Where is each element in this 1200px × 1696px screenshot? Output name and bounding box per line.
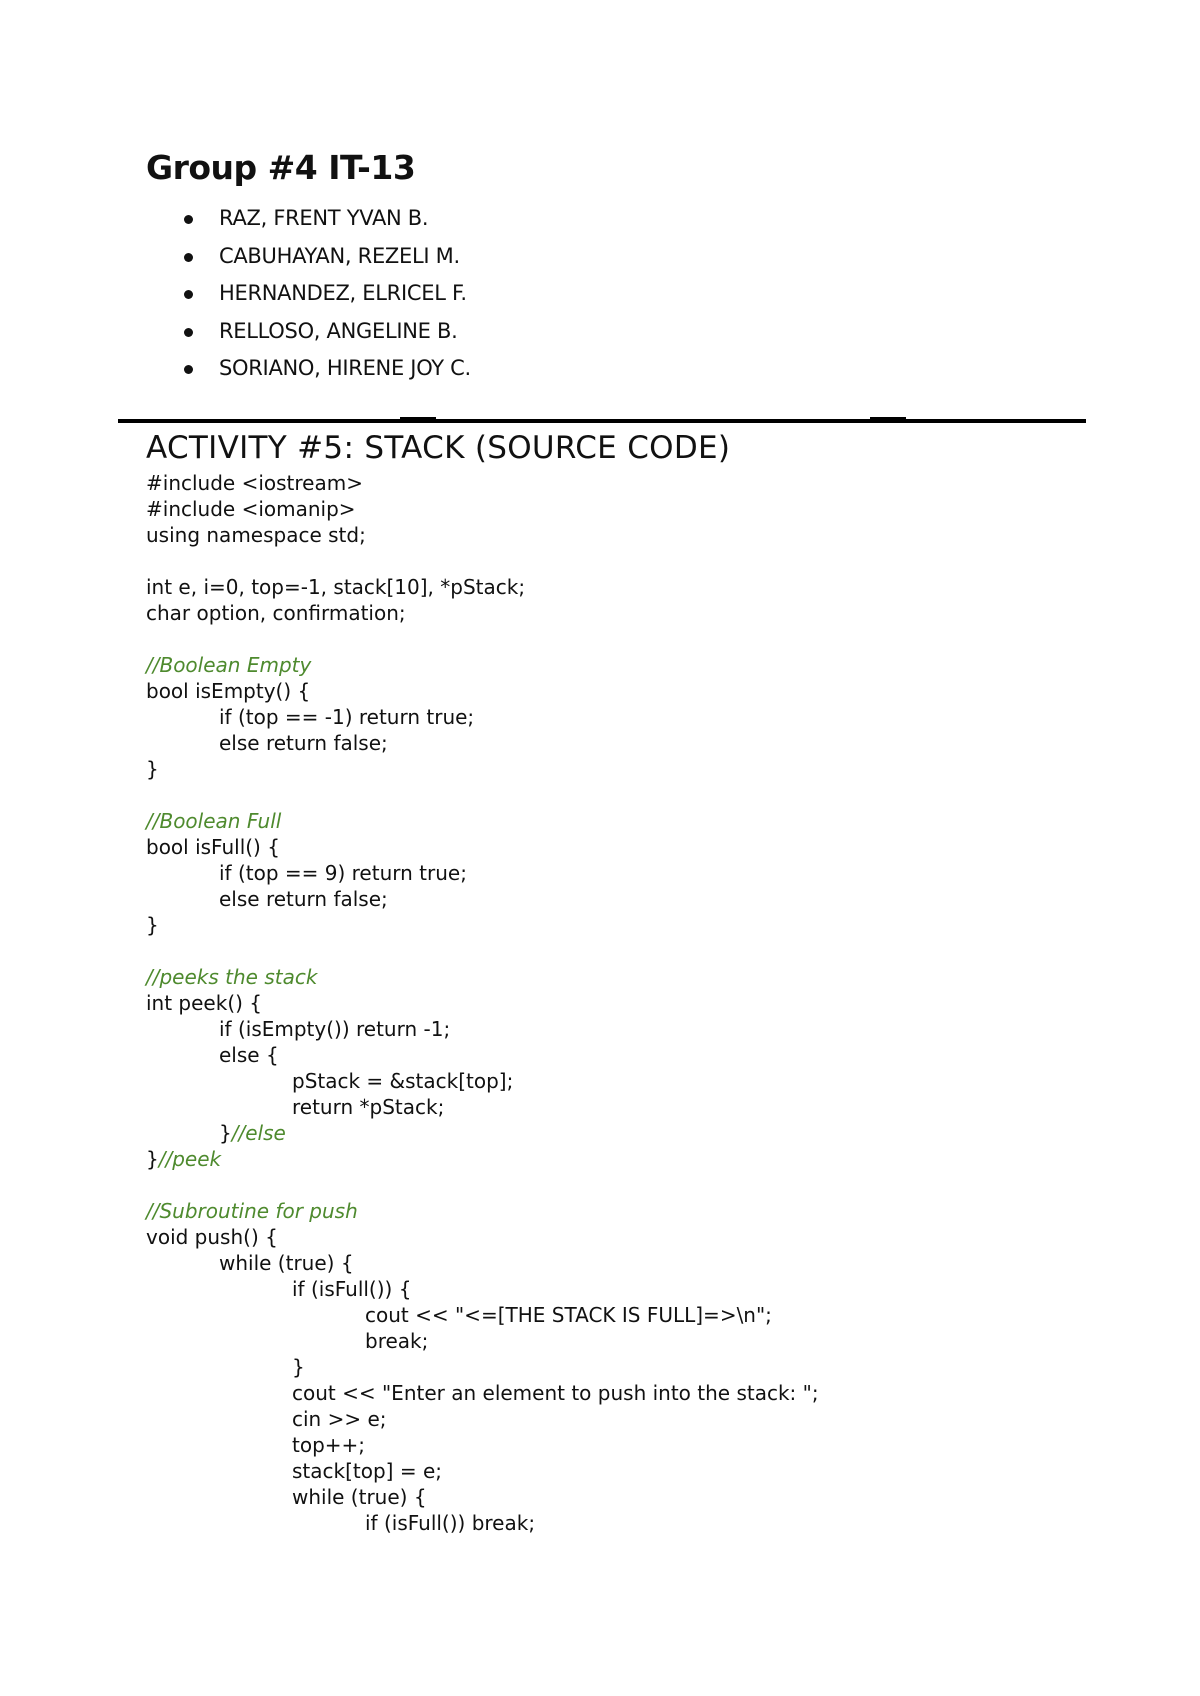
code-comment: //peeks the stack bbox=[146, 965, 318, 989]
code-comment: //Boolean Empty bbox=[146, 653, 312, 677]
list-item bbox=[146, 350, 471, 388]
code-line bbox=[146, 1198, 819, 1224]
bullet-icon bbox=[184, 253, 193, 262]
code-line bbox=[146, 756, 819, 782]
code-text: else return false; bbox=[219, 887, 388, 911]
horizontal-divider bbox=[118, 419, 1086, 423]
divider-mark bbox=[870, 417, 906, 419]
code-line bbox=[146, 1354, 819, 1380]
bullet-icon bbox=[184, 328, 193, 337]
member-name: HERNANDEZ, ELRICEL F. bbox=[219, 281, 467, 305]
code-text: } bbox=[219, 1121, 232, 1145]
code-line bbox=[146, 834, 819, 860]
code-text: if (isEmpty()) return -1; bbox=[219, 1017, 451, 1041]
code-text: int e, i=0, top=-1, stack[10], *pStack; bbox=[146, 575, 526, 599]
code-line bbox=[146, 1146, 819, 1172]
code-line bbox=[146, 548, 819, 574]
code-line bbox=[146, 522, 819, 548]
member-name: RAZ, FRENT YVAN B. bbox=[219, 206, 429, 230]
code-line bbox=[146, 938, 819, 964]
code-comment: //peek bbox=[158, 1147, 222, 1171]
code-text: while (true) { bbox=[292, 1485, 427, 1509]
code-text: cout << "<=[THE STACK IS FULL]=>\n"; bbox=[365, 1303, 772, 1327]
code-text: char option, confirmation; bbox=[146, 601, 406, 625]
activity-title: ACTIVITY #5: STACK (SOURCE CODE) bbox=[146, 430, 731, 466]
code-text: top++; bbox=[292, 1433, 366, 1457]
code-text: using namespace std; bbox=[146, 523, 366, 547]
bullet-icon bbox=[184, 290, 193, 299]
code-comment: //Subroutine for push bbox=[146, 1199, 358, 1223]
code-text: break; bbox=[365, 1329, 429, 1353]
code-line bbox=[146, 470, 819, 496]
code-line bbox=[146, 1172, 819, 1198]
list-item bbox=[146, 200, 471, 238]
code-text: void push() { bbox=[146, 1225, 278, 1249]
bullet-icon bbox=[184, 365, 193, 374]
code-text: } bbox=[292, 1355, 305, 1379]
code-line bbox=[146, 886, 819, 912]
code-text: if (top == -1) return true; bbox=[219, 705, 475, 729]
code-line bbox=[146, 652, 819, 678]
code-line bbox=[146, 860, 819, 886]
code-line bbox=[146, 1458, 819, 1484]
code-line bbox=[146, 782, 819, 808]
bullet-icon bbox=[184, 215, 193, 224]
code-comment: //Boolean Full bbox=[146, 809, 282, 833]
code-text: if (isFull()) break; bbox=[365, 1511, 536, 1535]
code-line bbox=[146, 1380, 819, 1406]
code-line bbox=[146, 912, 819, 938]
code-line bbox=[146, 1042, 819, 1068]
member-name: CABUHAYAN, REZELI M. bbox=[219, 243, 460, 268]
group-title: Group #4 IT-13 bbox=[146, 148, 416, 187]
code-line bbox=[146, 1328, 819, 1354]
code-line bbox=[146, 1120, 819, 1146]
code-line bbox=[146, 1302, 819, 1328]
divider-mark bbox=[400, 417, 436, 419]
code-text: pStack = &stack[top]; bbox=[292, 1069, 514, 1093]
code-text: if (isFull()) { bbox=[292, 1277, 412, 1301]
code-text: #include <iomanip> bbox=[146, 497, 356, 521]
code-line bbox=[146, 1276, 819, 1302]
code-text: bool isFull() { bbox=[146, 835, 280, 859]
code-line bbox=[146, 1016, 819, 1042]
code-text: else return false; bbox=[219, 731, 388, 755]
code-line bbox=[146, 1510, 819, 1536]
code-line bbox=[146, 1406, 819, 1432]
member-list bbox=[146, 200, 471, 388]
code-line bbox=[146, 990, 819, 1016]
code-line bbox=[146, 678, 819, 704]
code-text: int peek() { bbox=[146, 991, 263, 1015]
list-item bbox=[146, 238, 471, 276]
code-line bbox=[146, 1484, 819, 1510]
code-line bbox=[146, 600, 819, 626]
code-line bbox=[146, 1250, 819, 1276]
code-text: #include <iostream> bbox=[146, 471, 363, 495]
code-line bbox=[146, 1224, 819, 1250]
code-text: } bbox=[146, 913, 159, 937]
member-name: SORIANO, HIRENE JOY C. bbox=[219, 356, 471, 380]
code-comment: //else bbox=[231, 1121, 286, 1145]
code-text: } bbox=[146, 757, 159, 781]
code-text: } bbox=[146, 1147, 159, 1171]
code-line bbox=[146, 704, 819, 730]
code-line bbox=[146, 808, 819, 834]
code-text: cout << "Enter an element to push into the stack: "; bbox=[292, 1381, 819, 1405]
member-name: RELLOSO, ANGELINE B. bbox=[219, 318, 458, 343]
code-line bbox=[146, 626, 819, 652]
code-text: while (true) { bbox=[219, 1251, 354, 1275]
list-item bbox=[146, 275, 471, 313]
code-line bbox=[146, 1068, 819, 1094]
code-line bbox=[146, 964, 819, 990]
source-code-block bbox=[146, 470, 819, 1536]
code-line bbox=[146, 1094, 819, 1120]
code-line bbox=[146, 1432, 819, 1458]
code-text: if (top == 9) return true; bbox=[219, 861, 467, 885]
code-text: else { bbox=[219, 1043, 279, 1067]
code-text: cin >> e; bbox=[292, 1407, 387, 1431]
code-text: bool isEmpty() { bbox=[146, 679, 311, 703]
code-line bbox=[146, 730, 819, 756]
list-item bbox=[146, 313, 471, 351]
code-text: stack[top] = e; bbox=[292, 1459, 442, 1483]
code-line bbox=[146, 574, 819, 600]
code-line bbox=[146, 496, 819, 522]
code-text: return *pStack; bbox=[292, 1095, 445, 1119]
